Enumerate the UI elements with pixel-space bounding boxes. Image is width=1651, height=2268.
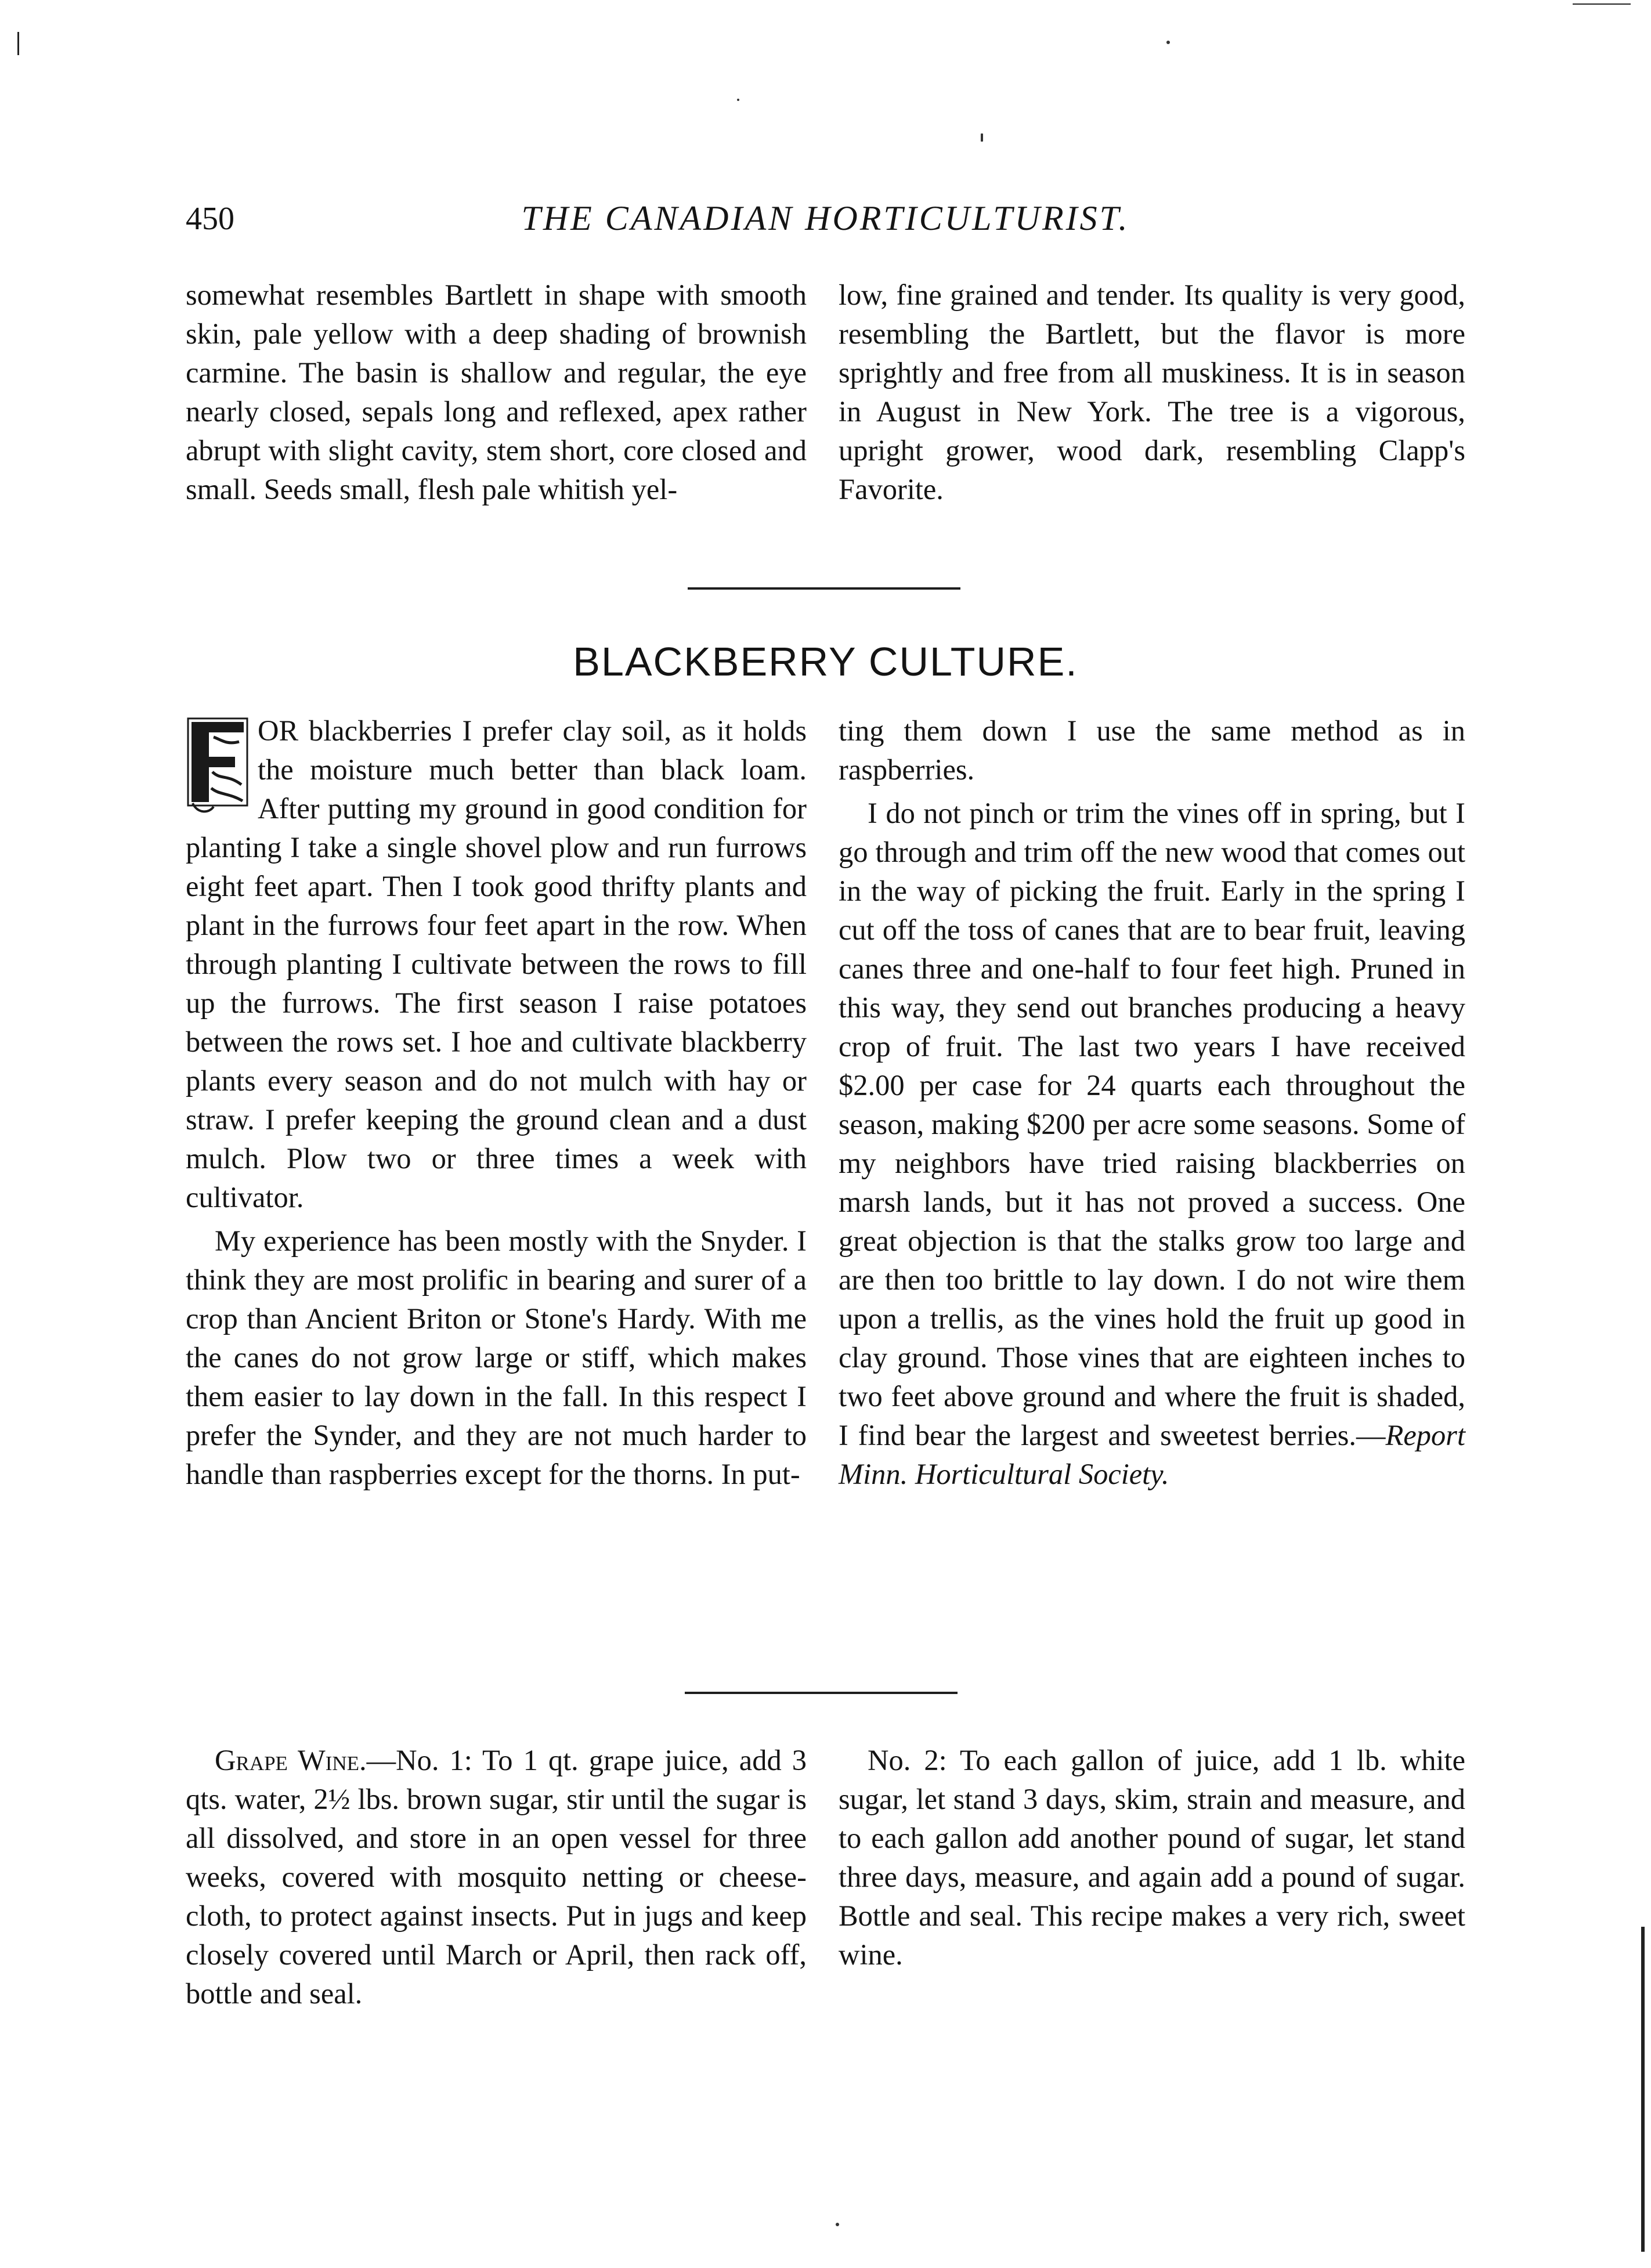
scan-edge-mark-top-right — [1573, 3, 1631, 5]
scan-speck — [737, 99, 739, 101]
blackberry-paragraph-2: My experience has been mostly with the Snyder. I think they are most prolific in bearing and surer of a crop than Ancient Briton or Stone's Hardy. With me the canes do not grow large or stiff, which makes them easier to lay down in the fall. In this respect I prefer the Synder, and they are not much harder to handle than raspberries except for the thorns. In put- — [186, 1225, 807, 1490]
scan-speck — [981, 133, 983, 142]
grape-wine-lead-in: Grape Wine. — [215, 1744, 367, 1776]
article-heading: BLACKBERRY CULTURE. — [573, 639, 1078, 684]
source-citation: Report Minn. Horticultural Society. — [839, 1419, 1465, 1490]
scan-speck — [836, 2223, 839, 2226]
section-divider-rule — [688, 587, 960, 590]
pear-article-left-text: somewhat resembles Bartlett in shape with smooth skin, pale yellow with a deep shading of brownish carmine. The basin is shallow and regular, the eye nearly closed, sepals long and reflexed, apex rather abrupt with slight cavity, stem short, core closed and small. Seeds small, flesh pale whitish yel- — [186, 279, 807, 505]
scan-edge-mark-right — [1641, 1927, 1645, 2252]
pear-article-right-text: low, fine grained and tender. Its quality is very good, resembling the Bartlett, but the flavor is more sprightly and free from all muskiness. It is in season in August in New York. The tree is a vigorous, upright grower, wood dark, resembling Clapp's Favorite. — [839, 279, 1465, 505]
grape-wine-recipe-2: No. 2: To each gallon of juice, add 1 lb. white sugar, let stand 3 days, skim, strain and measure, and to each gallon add another pound of sugar, let stand three days, measure, and again add a pound of sugar. Bottle and seal. This recipe makes a very rich, sweet wine. — [839, 1744, 1465, 1971]
page-number: 450 — [186, 201, 234, 237]
running-title: THE CANADIAN HORTICULTURIST. — [521, 199, 1130, 237]
scan-speck — [1166, 41, 1170, 44]
blackberry-left-column — [186, 712, 807, 1494]
scan-edge-mark-top-left — [17, 32, 19, 55]
blackberry-paragraph-4-text: I do not pinch or trim the vines off in spring, but I go through and trim off the new wood that comes out in the way of picking the fruit. Early in the spring I cut off the toss of canes that are to bear fruit, leaving canes three and one-half to four feet high. Pruned in this way, they send out branches producing a heavy crop of fruit. The last two years I have received $2.00 per case for 24 quarts each throughout the season, making $200 per acre some seasons. Some of my neighbors have tried raising blackberries on marsh lands, but it has not proved a success. One great objection is that the stalks grow too large and are then too brittle to lay down. I do not wire them upon a trellis, as the vines hold the fruit up good in clay ground. Those vines that are eighteen inches to two feet above ground and where the fruit is shaded, I find bear the largest and sweetest berries.— — [839, 797, 1465, 1451]
grape-wine-recipe-1-text: —No. 1: To 1 qt. grape juice, add 3 qts. water, 2½ lbs. brown sugar, stir until the sugar is all dissolved, and store in an open vessel for three weeks, covered with mosquito netting or cheese-cloth, to protect against insects. Put in jugs and keep closely covered until March or April, then rack off, bottle and seal. — [186, 1744, 807, 2010]
section-divider-rule — [685, 1692, 958, 1694]
pear-article-left-column — [186, 276, 807, 509]
grape-wine-left-column — [186, 1741, 807, 2013]
blackberry-paragraph-1-text: OR blackberries I prefer clay soil, as it holds the moisture much better than black loam. After putting my ground in good condition for planting I take a single shovel plow and run furrows eight feet apart. Then I took good thrifty plants and plant in the furrows four feet apart in the row. When through planting I cultivate between the rows to fill up the furrows. The first season I raise potatoes between the rows set. I hoe and cultivate blackberry plants every season and do not mulch with hay or straw. I prefer keeping the ground clean and a dust mulch. Plow two or three times a week with cultivator. — [186, 714, 807, 1214]
blackberry-paragraph-4 — [839, 794, 1465, 1494]
blackberry-right-column — [839, 712, 1465, 1494]
blackberry-paragraph-1 — [186, 712, 807, 1217]
pear-article-right-column — [839, 276, 1465, 509]
drop-cap-ornament-icon — [186, 716, 250, 815]
blackberry-paragraph-3: ting them down I use the same method as in raspberries. — [839, 714, 1465, 786]
grape-wine-recipe-1 — [186, 1741, 807, 2013]
grape-wine-right-column — [839, 1741, 1465, 1974]
ornamental-drop-cap — [186, 716, 250, 815]
